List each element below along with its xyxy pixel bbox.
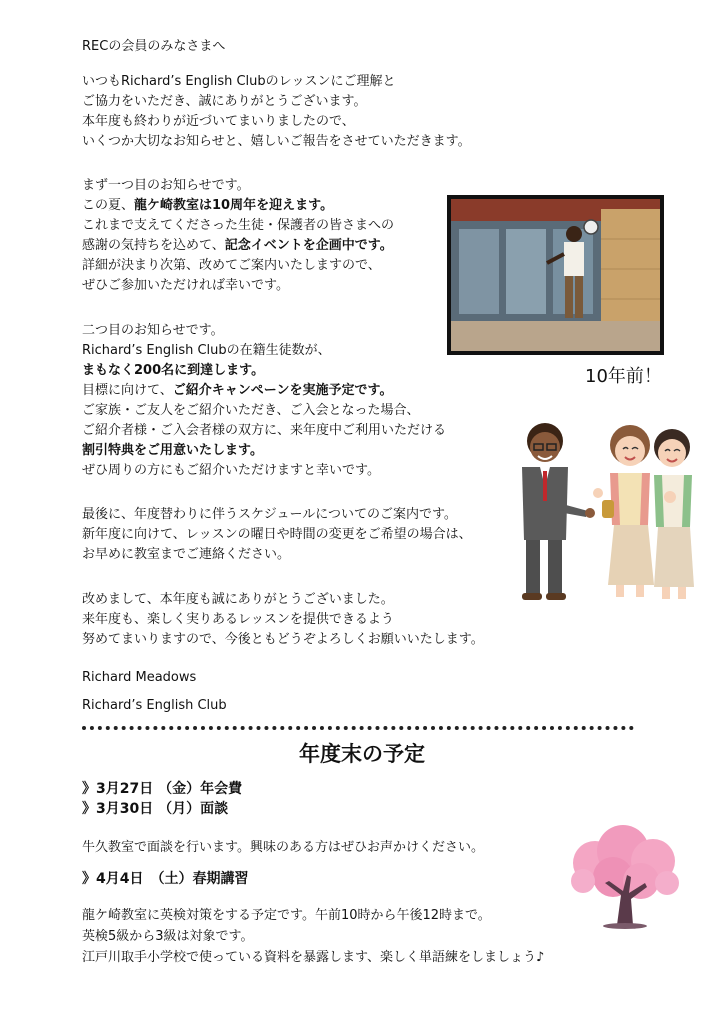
intro-line-2: ご協力をいただき、誠にありがとうございます。 — [82, 94, 367, 109]
dotted-divider — [82, 726, 634, 730]
interview-note: 牛久教室で面談を行います。興味のある方はぜひお声かけください。 — [82, 840, 484, 855]
school-photo-image — [451, 199, 660, 351]
second-notice-line-5: ご家族・ご友人をご紹介いただき、ご入会となった場合、 — [82, 403, 420, 418]
second-notice-line-6: ご紹介者様・ご入会者様の双方に、来年度中ご利用いただける — [82, 423, 447, 438]
event-annual-fee: 》3月27日 （金）年会費 — [82, 781, 243, 797]
spring-course-note-3: 江戸川取手小学校で使っている資料を暴露します、楽しく単語練をしましょう♪ — [82, 950, 545, 965]
anniversary-highlight: 龍ケ崎教室は10周年を迎えます。 — [134, 198, 334, 213]
discount-highlight: 割引特典をご用意いたします。 — [82, 443, 263, 458]
first-notice-line-6: ぜひご参加いただければ幸いです。 — [82, 278, 289, 293]
first-notice-line-5: 詳細が決まり次第、改めてご案内いたしますので、 — [82, 258, 381, 273]
greeting: RECの会員のみなさまへ — [82, 39, 226, 54]
second-notice-line-4: 目標に向けて、ご紹介キャンペーンを実施予定です。 — [82, 383, 393, 398]
second-notice-line-7 — [82, 441, 263, 461]
first-notice-line-3: これまで支えてくださった生徒・保護者の皆さまへの — [82, 218, 395, 233]
intro-line-4: いくつか大切なお知らせと、嬉しいご報告をさせていただきます。 — [82, 134, 471, 149]
closing-line-2: 来年度も、楽しく実りあるレッスンを提供できるよう — [82, 612, 394, 627]
second-notice-line-8: ぜひ周りの方にもご紹介いただけますと幸いです。 — [82, 463, 380, 478]
spring-course-note-1: 龍ケ崎教室に英検対策をする予定です。午前10時から午後12時まで。 — [82, 908, 491, 923]
cherry-blossom-tree-icon — [565, 825, 685, 930]
students-highlight: まもなく200名に到達します。 — [82, 363, 265, 378]
woman-figure-1 — [593, 425, 654, 597]
photo-caption: 10年前！ — [585, 366, 662, 387]
event-interview: 》3月30日 （月）面談 — [82, 801, 229, 817]
intro-line-1: いつもRichard’s English Clubのレッスンにご理解と — [82, 74, 396, 89]
schedule-title: 年度末の予定 — [299, 742, 425, 766]
schedule-note-line-2: 新年度に向けて、レッスンの曜日や時間の変更をご希望の場合は、 — [82, 527, 472, 542]
campaign-highlight: ご紹介キャンペーンを実施予定です。 — [172, 383, 393, 398]
spring-course-note-2: 英検5級から3級は対象です。 — [82, 929, 254, 944]
schedule-note-line-1: 最後に、年度替わりに伴うスケジュールについてのご案内です。 — [82, 507, 457, 522]
woman-figure-2 — [654, 429, 694, 599]
school-photo — [447, 195, 664, 355]
closing-line-1: 改めまして、本年度も誠にありがとうございました。 — [82, 592, 394, 607]
first-notice-line-4: 感謝の気持ちを込めて、記念イベントを企画中です。 — [82, 238, 393, 253]
intro-line-3: 本年度も終わりが近づいてまいりましたので、 — [82, 114, 355, 129]
first-notice-line-1: まず一つ目のお知らせです。 — [82, 178, 250, 193]
second-notice-line-3 — [82, 361, 264, 381]
second-notice-line-1: 二つ目のお知らせです。 — [82, 323, 224, 338]
second-notice-line-2: Richard’s English Clubの在籍生徒数が、 — [82, 343, 331, 358]
teacher-greeting-illustration — [510, 415, 700, 605]
event-highlight: 記念イベントを企画中です。 — [224, 238, 393, 253]
event-spring-course: 》4月4日 （土）春期講習 — [82, 871, 249, 887]
teacher-figure — [522, 423, 595, 600]
signature-name: Richard Meadows — [82, 670, 197, 685]
first-notice-line-2: この夏、龍ケ崎教室は10周年を迎えます。 — [82, 198, 334, 213]
closing-line-3: 努めてまいりますので、今後ともどうぞよろしくお願いいたします。 — [82, 632, 484, 647]
schedule-note-line-3: お早めに教室までご連絡ください。 — [82, 547, 291, 562]
signature-club: Richard’s English Club — [82, 698, 227, 713]
